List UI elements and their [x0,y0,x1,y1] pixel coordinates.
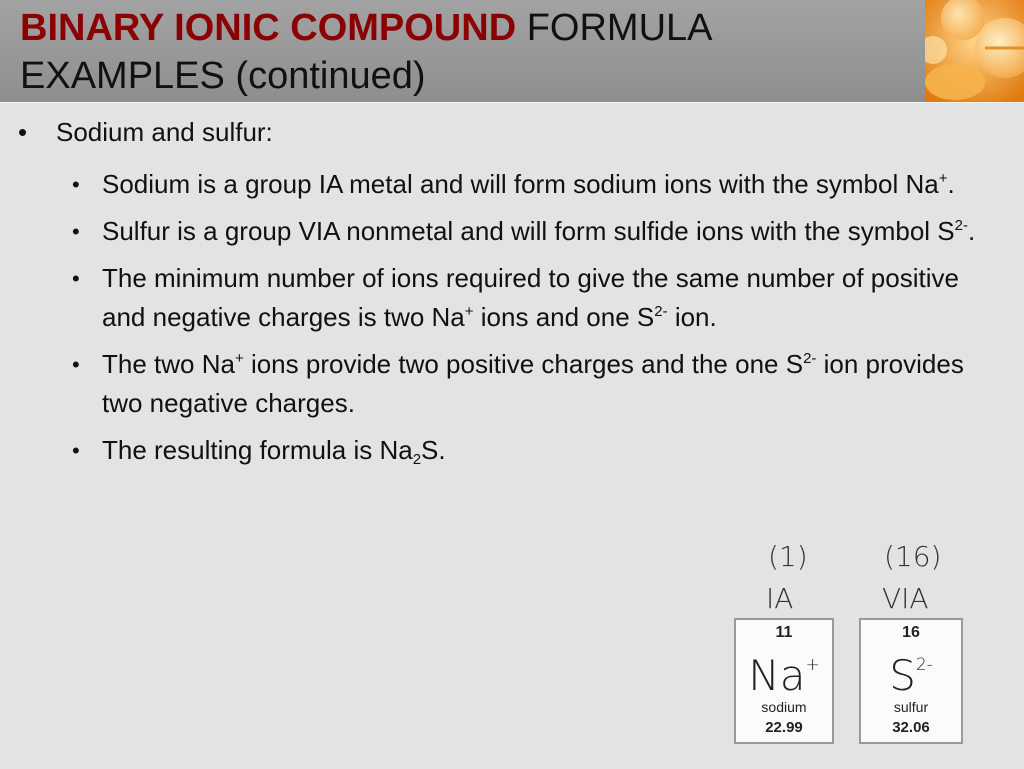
atomic-number: 16 [902,624,920,641]
bullet-icon: • [72,438,80,463]
sulfur-element-tile [859,618,963,744]
sodium-group-number: (1) [768,540,808,573]
pills-image [925,0,1024,102]
title-rest: FORMULA EXAMPLES (continued) [20,7,711,97]
bullet-icon: • [72,219,80,244]
sulfur-group-number: (16) [884,540,942,573]
bullet-icon: • [72,266,80,291]
slide-title [20,4,900,100]
list-item: • The two Na+ ions provide two positive charges and the one $S^{2-}$ ion provides two negative charges. [72,345,1002,423]
bullet-icon: • [72,172,80,197]
bullet-icon: • [72,352,80,377]
main-bullet [18,117,273,148]
element-symbol: Na+ [748,651,820,700]
bullet-icon: • [18,117,28,147]
list-item: • Sulfur is a group VIA nonmetal and will form sulfide ions with the symbol $S^{2-}$. [72,212,1002,251]
sub-bullet-list [72,165,1002,478]
element-name: sulfur [893,699,929,715]
list-item: • Sodium is a group IA metal and will form sodium ions with the symbol Na+. [72,165,1002,204]
main-bullet-text: Sodium and sulfur: [56,117,273,147]
list-item: • The resulting formula is $Na_2S$. [72,431,1002,470]
atomic-mass: 32.06 [892,719,930,736]
atomic-number: 11 [775,624,793,641]
title-accent: BINARY IONIC COMPOUND [20,7,517,49]
element-symbol: $S^{2-}$ [889,651,933,700]
atomic-mass: 22.99 [765,719,803,736]
periodic-table-excerpt [730,540,970,750]
sulfur-group-name: VIA [882,582,929,615]
list-item: • The minimum number of ions required to give the same number of positive and negative charges is two Na+ ions and one $S^{2-}$ ion. [72,259,1002,337]
title-bar [0,0,1024,102]
sodium-group-name: IA [766,582,794,615]
sodium-element-tile [734,618,834,744]
element-name: sodium [761,699,807,715]
